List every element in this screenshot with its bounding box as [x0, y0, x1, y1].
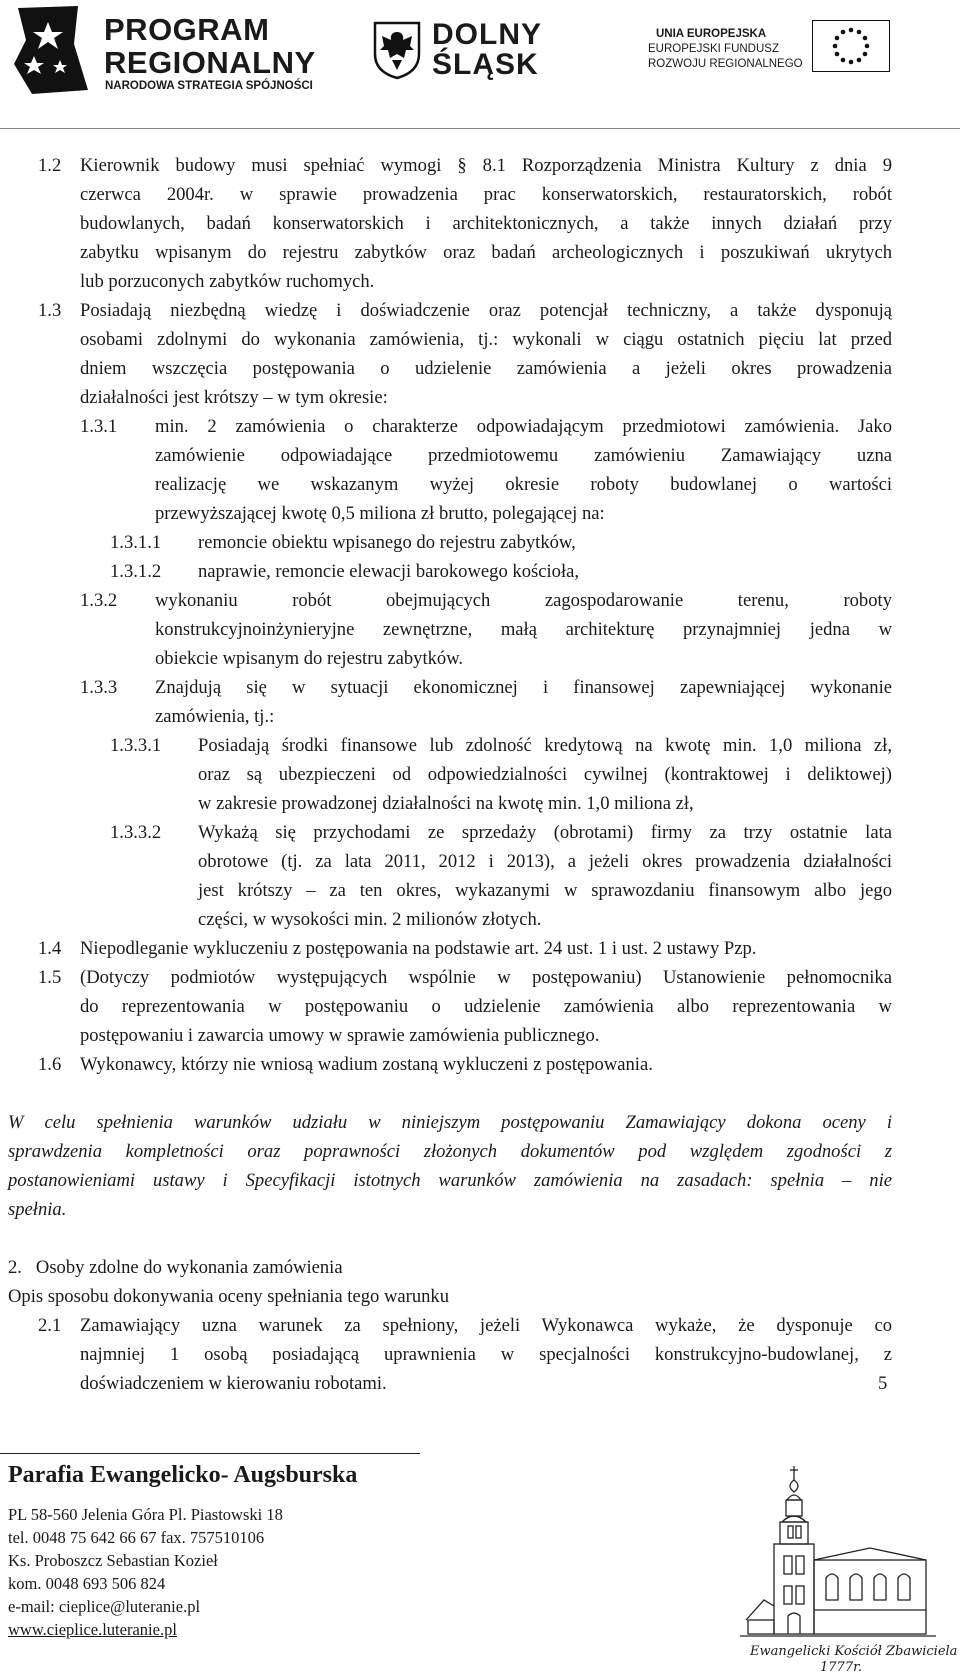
- paragraph-line: dniem wszczęcia postępowania o udzielenie zamówienia a jeżeli okres prowadzenia: [80, 358, 892, 379]
- paragraph-line: remoncie obiektu wpisanego do rejestru zabytków,: [198, 532, 576, 553]
- paragraph-line: zamówienia, tj.:: [155, 706, 275, 727]
- paragraph-line: postępowaniu i zawarcia umowy w sprawie zamówienia publicznego.: [80, 1025, 600, 1046]
- italic-paragraph-line: postanowieniami ustawy i Specyfikacji istotnych warunków zamówienia na zasadach: spełnia – nie: [8, 1170, 892, 1191]
- program-regionalny-line1: PROGRAM: [104, 12, 270, 47]
- paragraph-line: obrotowe (tj. za lata 2011, 2012 i 2013), a jeżeli okres prowadzenia działalności: [198, 851, 892, 872]
- item-number: 1.3.2: [80, 590, 118, 611]
- paragraph-line: Zamawiający uzna warunek za spełniony, jeżeli Wykonawca wykaże, że dysponuje co: [80, 1315, 892, 1336]
- program-regionalny-line3: NARODOWA STRATEGIA SPÓJNOŚCI: [105, 80, 313, 92]
- italic-paragraph-line: spełnia.: [8, 1199, 67, 1220]
- italic-paragraph-line: W celu spełnienia warunków udziału w niniejszym postępowaniu Zamawiający dokona oceny i: [8, 1112, 892, 1133]
- item-number: 1.4: [38, 938, 62, 959]
- paragraph-line: w zakresie prowadzonej działalności na kwotę min. 1,0 miliona zł,: [198, 793, 694, 814]
- paragraph-line: oraz są ubezpieczeni od odpowiedzialności cywilnej (kontraktowej i deliktowej): [198, 764, 892, 785]
- paragraph-line: części, w wysokości min. 2 milionów złotych.: [198, 909, 542, 930]
- item-number: 1.3.3.2: [110, 822, 162, 843]
- paragraph-line: działalności jest krótszy – w tym okresie:: [80, 387, 388, 408]
- program-regionalny-line2: REGIONALNY: [104, 45, 316, 80]
- paragraph-line: naprawie, remoncie elewacji barokowego kościoła,: [198, 561, 580, 582]
- italic-paragraph-line: sprawdzenia kompletności oraz poprawności złożonych dokumentów pod względem zgodności z: [8, 1141, 892, 1162]
- church-drawing-icon: [740, 1460, 940, 1640]
- paragraph-line: Znajdują się w sytuacji ekonomicznej i finansowej zapewniającej wykonanie: [155, 677, 892, 698]
- item-number: 1.3.3.1: [110, 735, 162, 756]
- paragraph-line: Posiadają środki finansowe lub zdolność kredytową na kwotę min. 1,0 miliona zł,: [198, 735, 892, 756]
- item-number: 2.1: [38, 1315, 62, 1336]
- paragraph-line: do reprezentowania w postępowaniu o udzielenie zamówienia albo reprezentowania w: [80, 996, 892, 1017]
- paragraph-line: Kierownik budowy musi spełniać wymogi § 8.1 Rozporządzenia Ministra Kultury z dnia 9: [80, 155, 892, 176]
- ue-line2: EUROPEJSKI FUNDUSZ: [648, 43, 779, 55]
- parish-website-link[interactable]: www.cieplice.luteranie.pl: [8, 1620, 177, 1639]
- parish-address: PL 58-560 Jelenia Góra Pl. Piastowski 18: [8, 1505, 283, 1524]
- paragraph-line: jest krótszy – za ten okres, wykazanymi w sprawozdaniu finansowym albo jego: [198, 880, 892, 901]
- paragraph-line: Posiadają niezbędną wiedzę i doświadczenie oraz potencjał techniczny, a także dysponują: [80, 300, 892, 321]
- paragraph-line: czerwca 2004r. w sprawie prowadzenia prac konserwatorskich, restauratorskich, robót: [80, 184, 892, 205]
- item-number: 1.3.3: [80, 677, 118, 698]
- paragraph-line: zabytku wpisanym do rejestru zabytków oraz badań archeologicznych i poszukiwań ukrytych: [80, 242, 892, 263]
- footer-divider: [0, 1453, 420, 1454]
- parish-mobile: kom. 0048 693 506 824: [8, 1574, 166, 1593]
- church-illustration: [740, 1460, 958, 1675]
- paragraph-line: obiekcie wpisanym do rejestru zabytków.: [155, 648, 464, 669]
- church-year: 1777r.: [820, 1660, 863, 1675]
- parish-name: Parafia Ewangelicko- Augsburska: [8, 1462, 358, 1488]
- item-number: 1.5: [38, 967, 62, 988]
- paragraph-line: Wykonawcy, którzy nie wniosą wadium zostaną wykluczeni z postępowania.: [80, 1054, 653, 1075]
- section-subheading: Opis sposobu dokonywania oceny spełniania tego warunku: [8, 1286, 450, 1307]
- paragraph-line: lub porzuconych zabytków ruchomych.: [80, 271, 375, 292]
- paragraph-line: realizację we wskazanym wyżej okresie roboty budowlanej o wartości: [155, 474, 892, 495]
- paragraph-line: konstrukcyjnoinżynieryjne zewnętrzne, małą architekturę przynajmniej jedna w: [155, 619, 892, 640]
- parish-phone: tel. 0048 75 642 66 67 fax. 757510106: [8, 1528, 265, 1547]
- dolny-slask-line1: DOLNY: [432, 18, 542, 51]
- item-number: 1.3: [38, 300, 62, 321]
- ue-line3: ROZWOJU REGIONALNEGO: [648, 58, 803, 70]
- item-number: 1.6: [38, 1054, 62, 1075]
- item-number: 1.2: [38, 155, 62, 176]
- item-number: 1.3.1.2: [110, 561, 162, 582]
- paragraph-line: Wykażą się przychodami ze sprzedaży (obrotami) firmy za trzy ostatnie lata: [198, 822, 892, 843]
- dolny-slask-line2: ŚLĄSK: [432, 48, 539, 81]
- paragraph-line: najmniej 1 osobą posiadającą uprawnienia w specjalności konstrukcyjno-budowlanej, z: [80, 1344, 892, 1365]
- paragraph-line: zamówienie odpowiadające przedmiotowemu zamówieniu Zamawiający uzna: [155, 445, 892, 466]
- paragraph-line: min. 2 zamówienia o charakterze odpowiadającym przedmiotowi zamówienia. Jako: [155, 416, 892, 437]
- paragraph-line: (Dotyczy podmiotów występujących wspólnie w postępowaniu) Ustanowienie pełnomocnika: [80, 967, 892, 988]
- church-caption: Ewangelicki Kościół Zbawiciela: [750, 1644, 958, 1659]
- paragraph-line: budowlanych, badań konserwatorskich i architektonicznych, a także innych działań przy: [80, 213, 892, 234]
- paragraph-line: doświadczeniem w kierowaniu robotami.: [80, 1373, 387, 1394]
- paragraph-line: przewyższającej kwotę 0,5 miliona zł brutto, polegającej na:: [155, 503, 605, 524]
- item-number: 1.3.1: [80, 416, 118, 437]
- section-heading: 2. Osoby zdolne do wykonania zamówienia: [8, 1257, 343, 1278]
- item-number: 1.3.1.1: [110, 532, 162, 553]
- parish-email[interactable]: e-mail: cieplice@luteranie.pl: [8, 1597, 201, 1616]
- paragraph-line: osobami zdolnymi do wykonania zamówienia, tj.: wykonali w ciągu ostatnich pięciu lat przed: [80, 329, 892, 350]
- ue-line1: UNIA EUROPEJSKA: [656, 28, 767, 40]
- parish-priest: Ks. Proboszcz Sebastian Kozieł: [8, 1551, 218, 1570]
- paragraph-line: Niepodleganie wykluczeniu z postępowania na podstawie art. 24 ust. 1 i ust. 2 ustawy Pzp.: [80, 938, 757, 959]
- page-number: 5: [878, 1373, 888, 1394]
- paragraph-line: wykonaniu robót obejmujących zagospodarowanie terenu, roboty: [155, 590, 892, 611]
